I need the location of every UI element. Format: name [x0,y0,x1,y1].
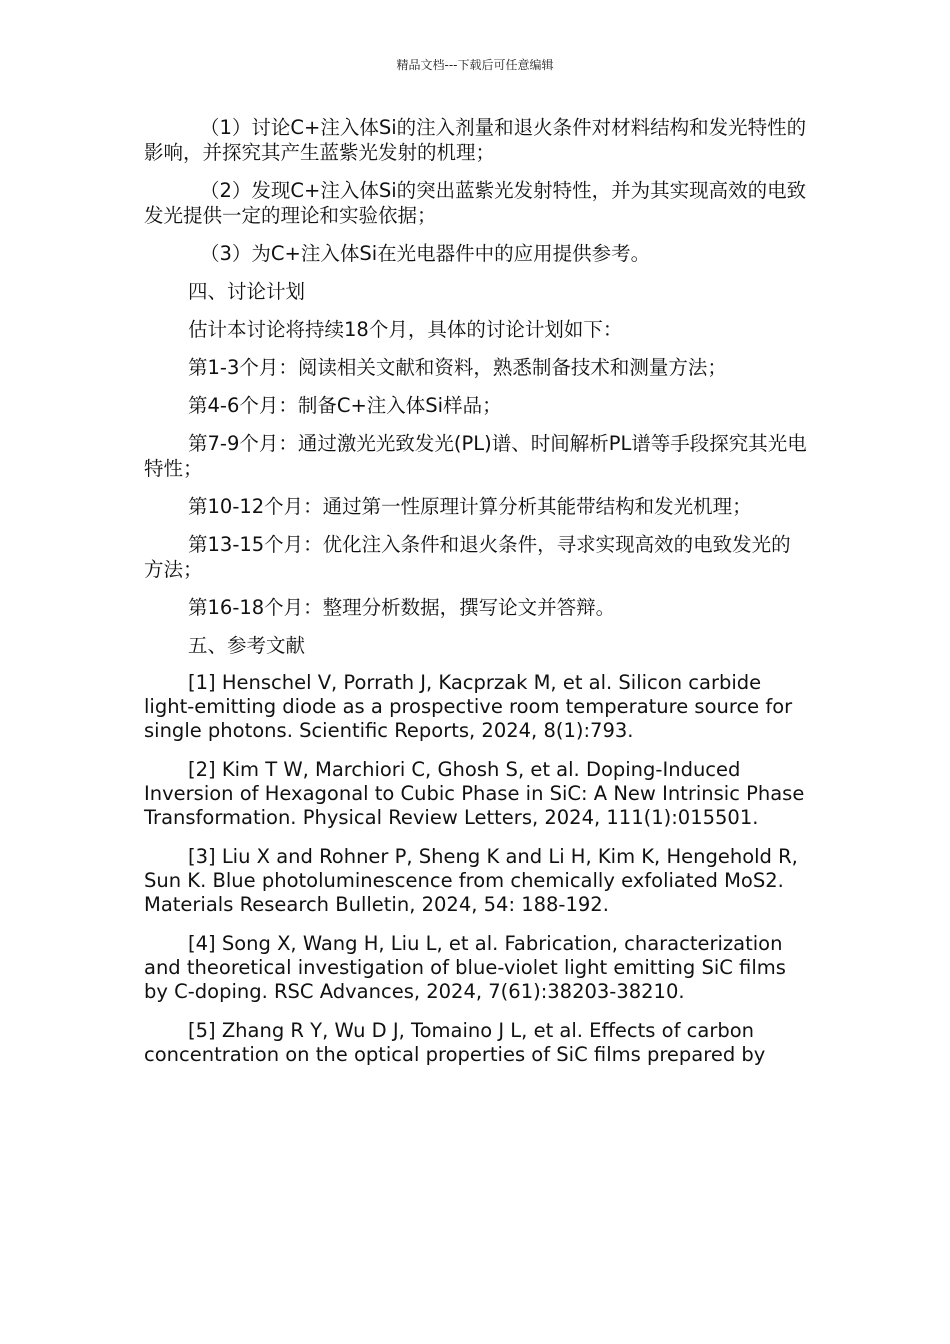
document-body [144,115,808,1082]
reference-item: [4] Song X, Wang H, Liu L, et al. Fabrication, characterization and theoretical investigation of blue-violet light emitting SiC films by C-doping. RSC Advances, 2024, 7(61):38203-38210. [144,932,786,1003]
page-header: 精品文档---下载后可任意编辑 [396,58,554,72]
section-heading-plan: 四、讨论计划 [188,280,306,303]
section-heading-references: 五、参考文献 [188,634,306,657]
objective-3: （3）为C+注入体Si在光电器件中的应用提供参考。 [200,242,651,265]
plan-item: 第13-15个月：优化注入条件和退火条件，寻求实现高效的电致发光的方法； [144,533,791,581]
plan-item: 第7-9个月：通过激光光致发光(PL)谱、时间解析PL谱等手段探究其光电特性； [144,432,807,480]
reference-item: [3] Liu X and Rohner P, Sheng K and Li H, Kim K, Hengehold R, Sun K. Blue photoluminescence from chemically exfoliated MoS2. Materials Research Bulletin, 2024, 54: 188-192. [144,845,798,916]
reference-item: [5] Zhang R Y, Wu D J, Tomaino J L, et al. Effects of carbon concentration on the optical properties of SiC films prepared by [144,1019,766,1066]
objective-2: （2）发现C+注入体Si的突出蓝紫光发射特性，并为其实现高效的电致发光提供一定的理论和实验依据； [144,179,807,227]
reference-item: [2] Kim T W, Marchiori C, Ghosh S, et al. Doping-Induced Inversion of Hexagonal to Cubic Phase in SiC: A New Intrinsic Phase Transformation. Physical Review Letters, 2024, 111(1):015501. [144,758,805,829]
plan-item: 第10-12个月：通过第一性原理计算分析其能带结构和发光机理； [188,495,752,518]
reference-item: [1] Henschel V, Porrath J, Kacprzak M, et al. Silicon carbide light-emitting diode as a prospective room temperature source for single photons. Scientific Reports, 2024, 8(1):793. [144,671,793,742]
plan-item: 第4-6个月：制备C+注入体Si样品； [188,394,502,417]
plan-item: 第1-3个月：阅读相关文献和资料，熟悉制备技术和测量方法； [188,356,727,379]
plan-item: 第16-18个月：整理分析数据，撰写论文并答辩。 [188,596,616,619]
plan-intro: 估计本讨论将持续18个月，具体的讨论计划如下： [188,318,623,341]
objective-1: （1）讨论C+注入体Si的注入剂量和退火条件对材料结构和发光特性的影响，并探究其产生蓝紫光发射的机理； [144,116,807,164]
